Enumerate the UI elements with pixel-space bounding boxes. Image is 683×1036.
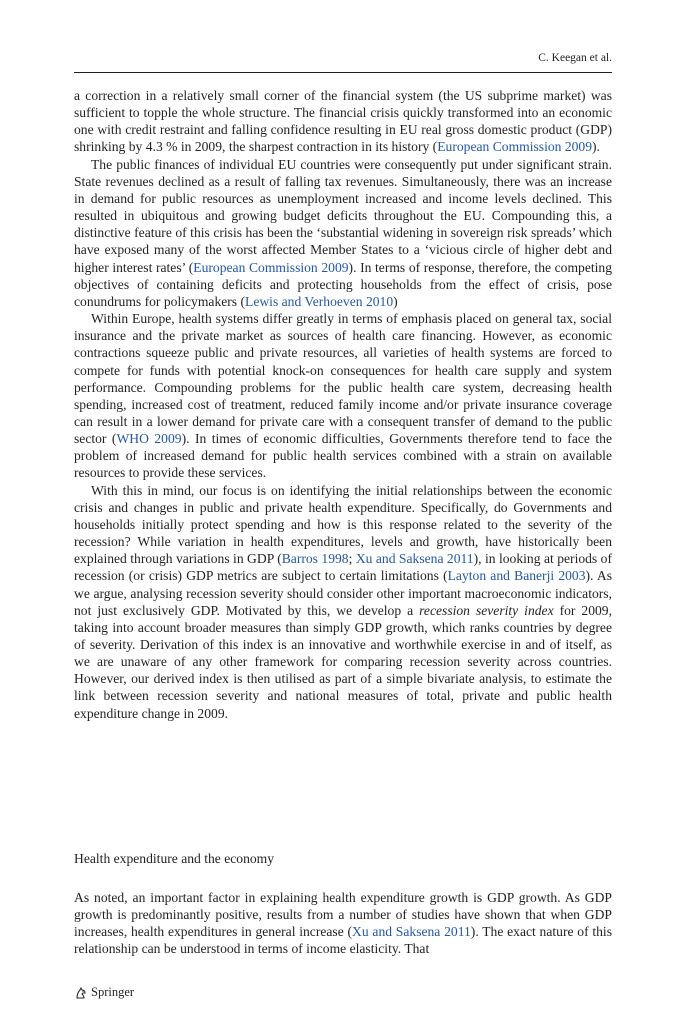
text-run: Within Europe, health systems differ greatly in terms of emphasis placed on general tax, social insurance and the private market as sources of health care financing. However, as economic contractions squeeze public and private resources, all varieties of health systems are forced to compete for funds with potential knock-on consequences for health care supply and system performance. Compounding problems for the public health care system, decreasing health spending, increased cost of treatment, reduced family income and/or private insurance coverage can result in a lower demand for private care with a consequent transfer of demand to the public sector ( (74, 311, 612, 447)
section-heading: Health expenditure and the economy (74, 851, 275, 866)
citation-link[interactable]: Lewis and Verhoeven 2010 (245, 293, 394, 309)
text-run: ). In times of economic difficulties, Governments therefore tend to face the problem of increased demand for public health services combined with a strain on available resources to provide these services. (74, 431, 612, 481)
paragraph (74, 156, 612, 310)
publisher-name: Springer (91, 985, 135, 999)
text-run: ). (592, 139, 600, 155)
section-body-text (74, 889, 612, 958)
citation-link[interactable]: Xu and Saksena 2011 (355, 551, 474, 567)
running-header (74, 50, 612, 73)
paragraph (74, 889, 612, 958)
springer-horse-icon (74, 986, 88, 1000)
body-text (74, 87, 612, 722)
text-run: As noted, an important factor in explaining health expenditure growth is GDP growth. As GDP growth is predominantly positive, results from a number of studies have shown that when GDP increases, health expenditures in general increase ( (74, 890, 612, 940)
citation-link[interactable]: WHO 2009 (116, 431, 182, 447)
text-run: for 2009, taking into account broader measures than simply GDP growth, which ranks countries by degree of severity. Derivation of this index is an innovative and worthwhile exercise in and of itself, as we are unaware of any other framework for comparing recession severity across countries. However, our derived index is then utilised as part of a simple bivariate analysis, to estimate the link between recession severity and national measures of total, private and public health expenditure change in 2009. (74, 602, 613, 721)
paragraph (74, 87, 612, 156)
paragraph (74, 482, 612, 722)
citation-link[interactable]: Xu and Saksena 2011 (352, 924, 471, 940)
emphasis-text: recession severity index (419, 602, 554, 618)
citation-link[interactable]: European Commission 2009 (437, 139, 593, 155)
text-run: ). In terms of response, therefore, the competing objectives of containing deficits and protecting households from the effect of crisis, pose conundrums for policymakers ( (74, 259, 613, 309)
running-head-author: C. Keegan et al. (538, 52, 612, 64)
text-run: a correction in a relatively small corner of the financial system (the US subprime market) was sufficient to topple the whole structure. The financial crisis quickly transformed into an economic one with credit restraint and falling confidence resulting in EU real gross domestic product (GDP) shrinking by 4.3 % in 2009, the sharpest contraction in its history ( (74, 88, 612, 155)
text-run: With this in mind, our focus is on identifying the initial relationships between the economic crisis and changes in public and private health expenditure. Specifically, do Governments and households initially protect spending and how is this response related to the severity of the recession? While variation in health expenditures, levels and growth, have historically been explained through variations in GDP ( (74, 482, 612, 567)
text-run: ), in looking at periods of recession (or crisis) GDP metrics are subject to certain limitations ( (74, 551, 612, 584)
text-run: ). As we argue, analysing recession severity should consider other important macroeconomic indicators, not just exclusively GDP. Motivated by this, we develop a (74, 568, 613, 618)
text-run: ; (348, 551, 356, 567)
footer (74, 985, 134, 1000)
citation-link[interactable]: Layton and Banerji 2003 (447, 568, 586, 584)
citation-link[interactable]: Barros 1998 (281, 551, 349, 567)
text-run: ) (393, 293, 398, 309)
text-run: The public finances of individual EU countries were consequently put under significant strain. State revenues declined as a result of falling tax revenues. Simultaneously, there was an increase in demand for public resources as unemployment increased and income levels declined. This resulted in ubiquitous and growing budget deficits throughout the EU. Compounding this, a distinctive feature of this crisis has been the ‘substantial widening in sovereign risk spreads’ which have exposed many of the worst affected Member States to a ‘vicious circle of higher debt and higher interest rates’ ( (74, 156, 612, 275)
paragraph (74, 310, 612, 482)
text-run: ). The exact nature of this relationship can be understood in terms of income elasticity. That (74, 924, 612, 957)
citation-link[interactable]: European Commission 2009 (193, 259, 349, 275)
